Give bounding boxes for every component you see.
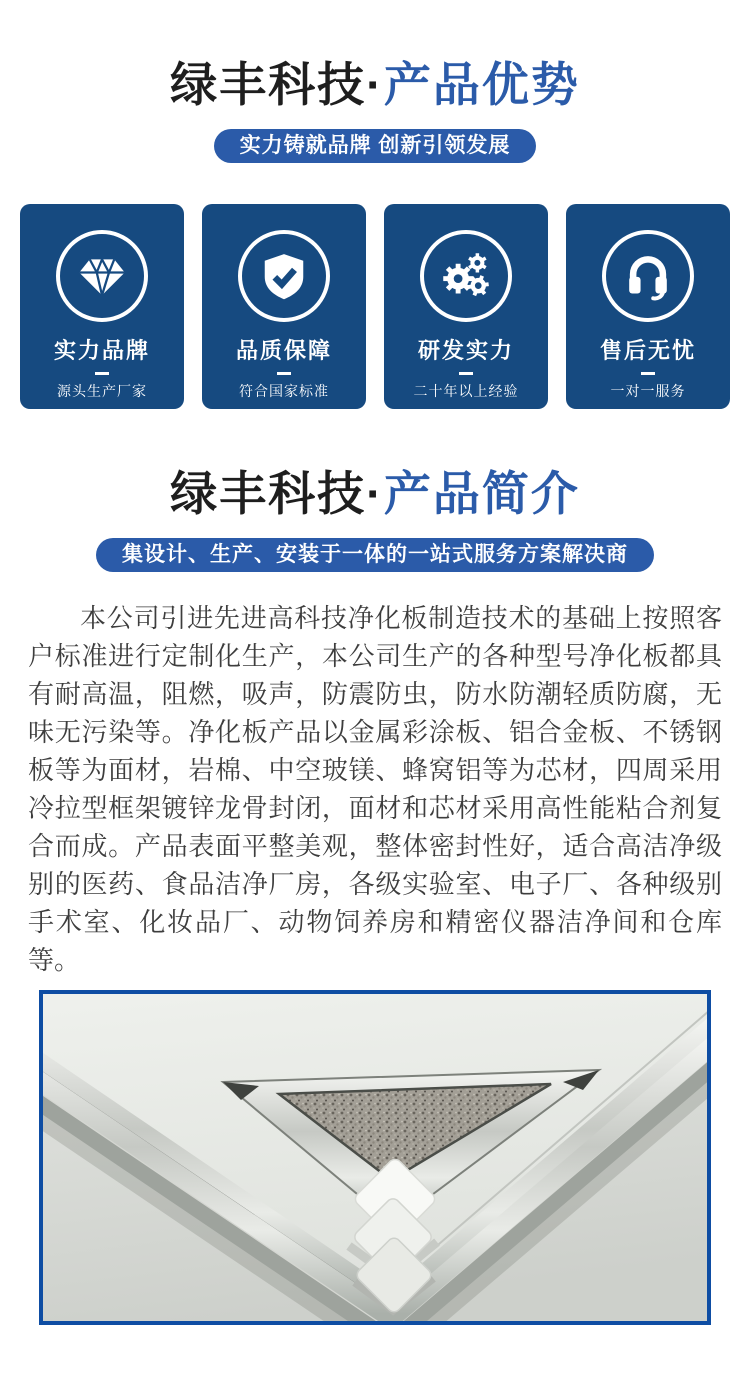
intro-paragraph: 本公司引进先进高科技净化板制造技术的基础上按照客户标准进行定制化生产，本公司生产的各种型号净化板都具有耐高温，阻燃，吸声，防震防虫，防水防潮轻质防腐，无味无污染等。净化板产品以金属彩涂板、铝合金板、不锈钢板等为面材，岩棉、中空玻镁、蜂窝铝等为芯材，四周采用冷拉型框架镀锌龙骨封闭，面材和芯材采用高性能粘合剂复合而成。产品表面平整美观，整体密封性好，适合高洁净级别的医药、食品洁净厂房，各级实验室、电子厂、各种级别手术室、化妆品厂、动物饲养房和精密仪器洁净间和仓库等。 — [28, 603, 722, 975]
advantages-title — [0, 56, 750, 114]
headset-icon — [602, 230, 694, 322]
card-subtitle: 源头生产厂家 — [57, 383, 147, 399]
card-quality — [202, 204, 366, 409]
card-after-sales — [566, 204, 730, 409]
card-brand-strength — [20, 204, 184, 409]
card-subtitle: 一对一服务 — [610, 383, 686, 399]
intro-header — [0, 465, 750, 572]
advantages-title-brand: 绿丰科技· — [170, 58, 384, 111]
intro-title-brand: 绿丰科技· — [170, 467, 384, 520]
gears-icon — [420, 230, 512, 322]
card-subtitle: 二十年以上经验 — [413, 383, 519, 399]
advantages-banner: 实力铸就品牌 创新引领发展 — [214, 129, 537, 163]
card-divider — [641, 372, 655, 375]
card-divider — [277, 372, 291, 375]
intro-title — [0, 465, 750, 523]
card-title: 研发实力 — [417, 338, 514, 363]
advantages-title-topic: 产品优势 — [383, 58, 580, 111]
shield-check-icon — [238, 230, 330, 322]
bottom-spacer — [0, 1325, 750, 1384]
card-title: 实力品牌 — [53, 338, 150, 363]
card-rnd — [384, 204, 548, 409]
advantages-header — [0, 0, 750, 163]
intro-title-topic: 产品简介 — [383, 467, 580, 520]
card-divider — [459, 372, 473, 375]
advantage-cards — [20, 204, 730, 409]
diamond-icon — [56, 230, 148, 322]
card-subtitle: 符合国家标准 — [239, 383, 329, 399]
card-divider — [95, 372, 109, 375]
intro-banner: 集设计、生产、安装于一体的一站式服务方案解决商 — [96, 538, 654, 572]
card-title: 品质保障 — [235, 338, 332, 363]
panel-corner-photo — [39, 990, 711, 1325]
card-title: 售后无忧 — [599, 338, 696, 363]
